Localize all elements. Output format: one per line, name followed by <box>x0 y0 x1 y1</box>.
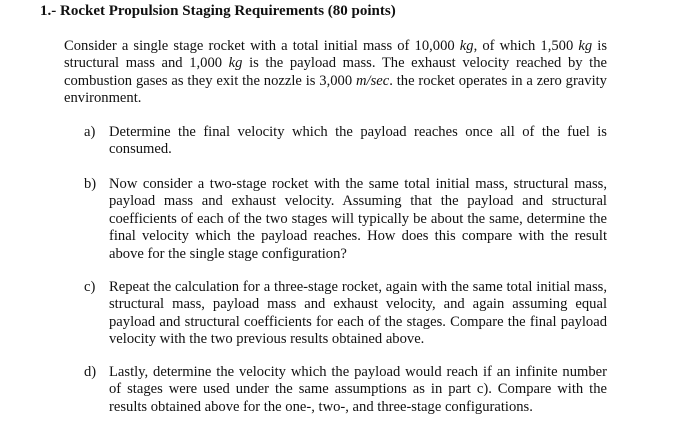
part-b-text: Now consider a two-stage rocket with the same total initial mass, structural mass, payload mass and exhaust velocity. Assuming that the payload and structural coefficients of each of the two stages will typically be about the same, determine the final velocity which the payload reaches. How does this compare with the result above for the single stage configuration? <box>109 176 607 262</box>
unit-kg: kg <box>228 55 243 72</box>
part-b-letter: b) <box>84 176 97 192</box>
part-a-letter: a) <box>84 124 96 140</box>
part-c-text: Repeat the calculation for a three-stage rocket, again with the same total initial mass, structural mass, payload mass and exhaust velocity, and again assuming equal payload and structural coefficients for each of the stages. Compare the final payload velocity with the two previous results obtained above. <box>109 279 607 348</box>
intro-text-5: . the rocket operates in a zero gravity environment. <box>64 72 607 107</box>
intro-text-1: Consider a single stage rocket with a total initial mass of 10,000 <box>64 38 460 54</box>
problem-statement <box>64 38 607 108</box>
unit-kg: kg <box>578 38 593 54</box>
part-a-text: Determine the final velocity which the payload reaches once all of the fuel is consumed. <box>109 124 607 158</box>
intro-text-3: is structural mass and 1,000 <box>64 38 607 72</box>
part-d-letter: d) <box>84 364 97 380</box>
problem-title: 1.- Rocket Propulsion Staging Requirements (80 points) <box>40 3 396 19</box>
unit-kg: kg <box>459 38 474 54</box>
part-c-letter: c) <box>84 279 96 295</box>
intro-text-4: is the payload mass. The exhaust velocity reached by the combustion gases as they exit the nozzle is 3,000 <box>64 55 607 89</box>
unit-m-per-sec: m/sec <box>355 72 390 89</box>
part-d-text: Lastly, determine the velocity which the payload would reach if an infinite number of stages were used under the same assumptions as in part c). Compare with the results obtained above for the one-, two-, and three-stage configurations. <box>109 364 607 415</box>
intro-text-2: , of which 1,500 <box>473 38 579 54</box>
